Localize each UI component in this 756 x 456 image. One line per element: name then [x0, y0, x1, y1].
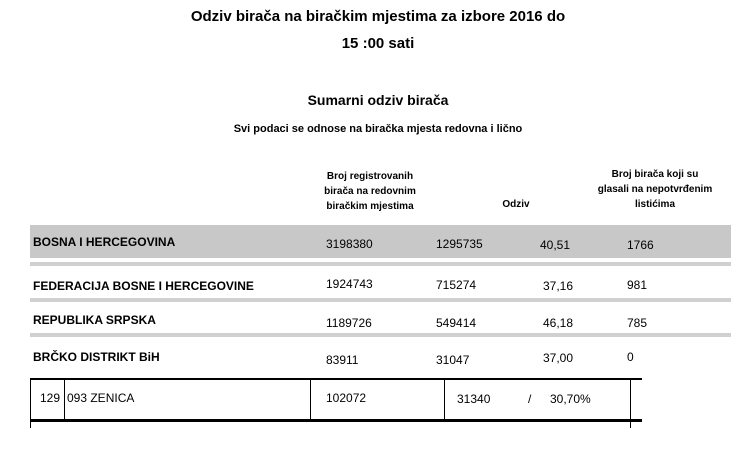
section-title: Sumarni odziv birača [307, 92, 449, 108]
row-unconfirmed-rs: 785 [627, 316, 648, 330]
entry-divider [310, 380, 311, 420]
row-unconfirmed-bih: 1766 [627, 238, 654, 252]
column-header-unconfirmed-line3: listićima [634, 199, 676, 210]
row-percent-brcko: 37,00 [543, 351, 574, 365]
row-percent-rs: 46,18 [543, 316, 574, 330]
row-separator [30, 333, 731, 337]
row-registered-rs: 1189726 [326, 316, 372, 330]
entry-top-border [30, 378, 642, 380]
row-voted-bih: 1295735 [436, 237, 483, 251]
row-percent-bih: 40,51 [540, 238, 571, 252]
entry-percent: 30,70% [550, 392, 591, 406]
row-label-brcko: BRČKO DISTRIKT BiH [33, 350, 160, 364]
page-title-time: 15 :00 sati [341, 35, 415, 52]
entry-slash: / [528, 392, 532, 406]
entry-registered: 102072 [326, 391, 367, 405]
row-percent-fbih: 37,16 [543, 279, 574, 293]
row-unconfirmed-brcko: 0 [627, 350, 634, 364]
row-separator [30, 298, 731, 302]
entry-bottom-border [30, 419, 642, 422]
row-voted-brcko: 31047 [436, 353, 470, 367]
entry-voted: 31340 [457, 392, 491, 406]
entry-divider [630, 378, 631, 428]
row-voted-rs: 549414 [436, 316, 477, 330]
row-separator [30, 262, 731, 266]
column-header-turnout: Odziv [502, 199, 530, 210]
row-voted-fbih: 715274 [436, 278, 477, 292]
page-title: Odziv birača na biračkim mjestima za izbore 2016 do [190, 8, 566, 25]
column-header-registered-line3: biračkim mjestima [326, 201, 414, 212]
entry-polling-station: 093 ZENICA [67, 391, 135, 405]
column-header-unconfirmed [580, 167, 730, 212]
entry-divider [30, 378, 31, 428]
column-header-registered-line1: Broj registrovanih [326, 171, 414, 182]
row-label-fbih: FEDERACIJA BOSNE I HERCEGOVINE [33, 279, 254, 293]
row-label-rs: REPUBLIKA SRPSKA [33, 313, 156, 327]
entry-number: 129 [40, 391, 61, 405]
entry-divider [444, 380, 445, 420]
column-header-registered [310, 169, 430, 214]
row-unconfirmed-fbih: 981 [627, 278, 648, 292]
row-registered-fbih: 1924743 [326, 277, 373, 291]
column-header-unconfirmed-line2: glasali na nepotvrđenim [597, 184, 713, 195]
row-label-bih: BOSNA I HERCEGOVINA [33, 235, 176, 249]
entry-divider [64, 380, 65, 420]
row-registered-brcko: 83911 [326, 353, 359, 367]
row-registered-bih: 3198380 [326, 237, 373, 251]
section-subtitle: Svi podaci se odnose na biračka mjesta redovna i lično [233, 123, 523, 135]
column-header-registered-line2: birača na redovnim [324, 186, 416, 197]
column-header-unconfirmed-line1: Broj birača koji su [611, 169, 699, 180]
